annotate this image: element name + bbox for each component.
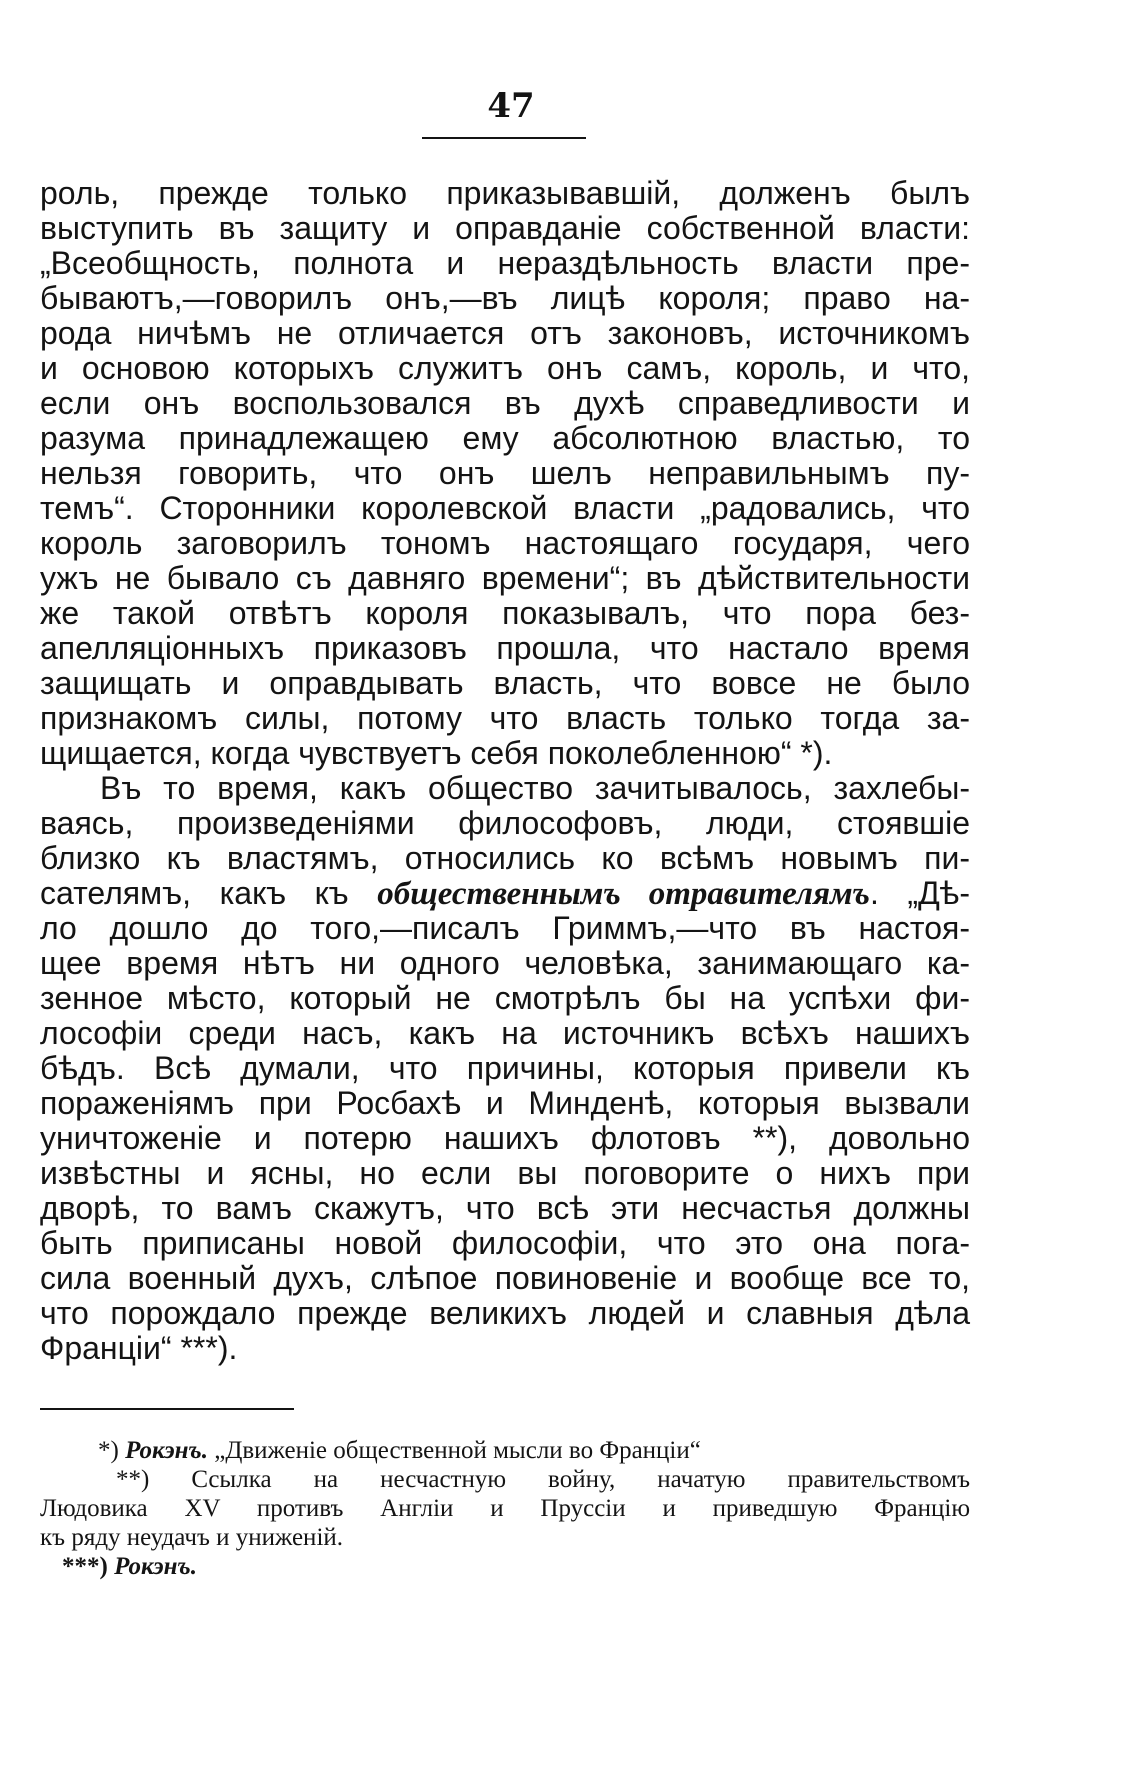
body-line: уничтоженіе и потерю нашихъ флотовъ **), довольно [40, 1120, 970, 1156]
footnote-2-line: къ ряду неудачъ и униженій. [40, 1524, 344, 1551]
footnote-author: Рокэнъ. [125, 1437, 208, 1464]
body-line: „Всеобщность, полнота и нераздѣльность власти пре- [40, 245, 970, 281]
footnote-marker: ***) [62, 1553, 108, 1580]
body-line: Франціи“ ***). [40, 1330, 238, 1366]
body-line: выступить въ защиту и оправданіе собственной власти: [40, 210, 970, 246]
body-line: быть приписаны новой философіи, что это она пога- [40, 1225, 970, 1261]
body-text [40, 176, 970, 1366]
footnotes [40, 1436, 970, 1581]
footnote-marker: *) [98, 1437, 119, 1464]
body-line-segment: сателямъ, какъ къ [40, 875, 349, 911]
body-line: темъ“. Сторонники королевской власти „радовались, что [40, 490, 970, 526]
body-line: щее время нѣтъ ни одного человѣка, занимающаго ка- [40, 945, 970, 981]
body-line: сила военный духъ, слѣпое повиновеніе и вообще все то, [40, 1260, 970, 1296]
body-line: бываютъ,—говорилъ онъ,—въ лицѣ короля; право на- [40, 280, 970, 316]
body-line: и основою которыхъ служитъ онъ самъ, король, и что, [40, 350, 970, 386]
body-line-with-emphasis [40, 876, 970, 911]
footnote-text: „Движеніе общественной мысли во Франціи“ [214, 1437, 701, 1464]
body-line: ужъ не бывало съ давняго времени“; въ дѣйствительности [40, 560, 970, 596]
body-line: пораженіямъ при Росбахѣ и Минденѣ, которыя вызвали [40, 1085, 970, 1121]
body-line: близко къ властямъ, относились ко всѣмъ новымъ пи- [40, 840, 970, 876]
body-line-segment: . „Дѣ- [869, 875, 971, 911]
footnote-3 [40, 1552, 970, 1581]
body-line: же такой отвѣтъ короля показывалъ, что пора без- [40, 595, 970, 631]
body-line: рода ничѣмъ не отличается отъ законовъ, источникомъ [40, 315, 970, 351]
body-line: зенное мѣсто, который не смотрѣлъ бы на успѣхи фи- [40, 980, 970, 1016]
body-line: апелляціонныхъ приказовъ прошла, что настало время [40, 630, 970, 666]
body-line: щищается, когда чувствуетъ себя поколебленною“ *). [40, 735, 833, 771]
body-line: разума принадлежащею ему абсолютною властью, то [40, 420, 970, 456]
body-line: извѣстны и ясны, но если вы поговорите о нихъ при [40, 1155, 970, 1191]
body-line: что порождало прежде великихъ людей и славныя дѣла [40, 1295, 970, 1331]
body-line: бѣдъ. Всѣ думали, что причины, которыя привели къ [40, 1050, 970, 1086]
page-number-rule [422, 137, 586, 139]
body-line: король заговорилъ тономъ настоящаго государя, чего [40, 525, 970, 561]
body-line: если онъ воспользовался въ духѣ справедливости и [40, 385, 970, 421]
footnote-author: Рокэнъ. [114, 1553, 197, 1580]
footnote-2-line: Людовика XV противъ Англіи и Пруссіи и приведшую Францію [40, 1495, 970, 1522]
body-line: дворѣ, то вамъ скажутъ, что всѣ эти несчастья должны [40, 1190, 970, 1226]
body-line: ваясь, произведеніями философовъ, люди, стоявшіе [40, 805, 970, 841]
body-line: лософіи среди насъ, какъ на источникъ всѣхъ нашихъ [40, 1015, 970, 1051]
page-number: 47 [487, 86, 535, 126]
body-line: ло дошло до того,—писалъ Гриммъ,—что въ настоя- [40, 910, 970, 946]
footnote-rule [40, 1408, 294, 1410]
footnote-2-line [40, 1465, 970, 1494]
body-line: Въ то время, какъ общество зачитывалось, захлебы- [100, 770, 970, 806]
body-line: роль, прежде только приказывавшій, долженъ былъ [40, 175, 970, 211]
footnote-1 [40, 1436, 970, 1465]
body-line: признакомъ силы, потому что власть только тогда за- [40, 700, 970, 736]
footnote-marker: **) [116, 1466, 150, 1493]
emphasized-phrase: общественнымъ отравителямъ [377, 876, 870, 912]
body-line: нельзя говорить, что онъ шелъ неправильнымъ пу- [40, 455, 970, 491]
footnote-text: Ссылка на несчастную войну, начатую правительствомъ [191, 1466, 970, 1493]
body-line: защищать и оправдывать власть, что вовсе не было [40, 665, 970, 701]
